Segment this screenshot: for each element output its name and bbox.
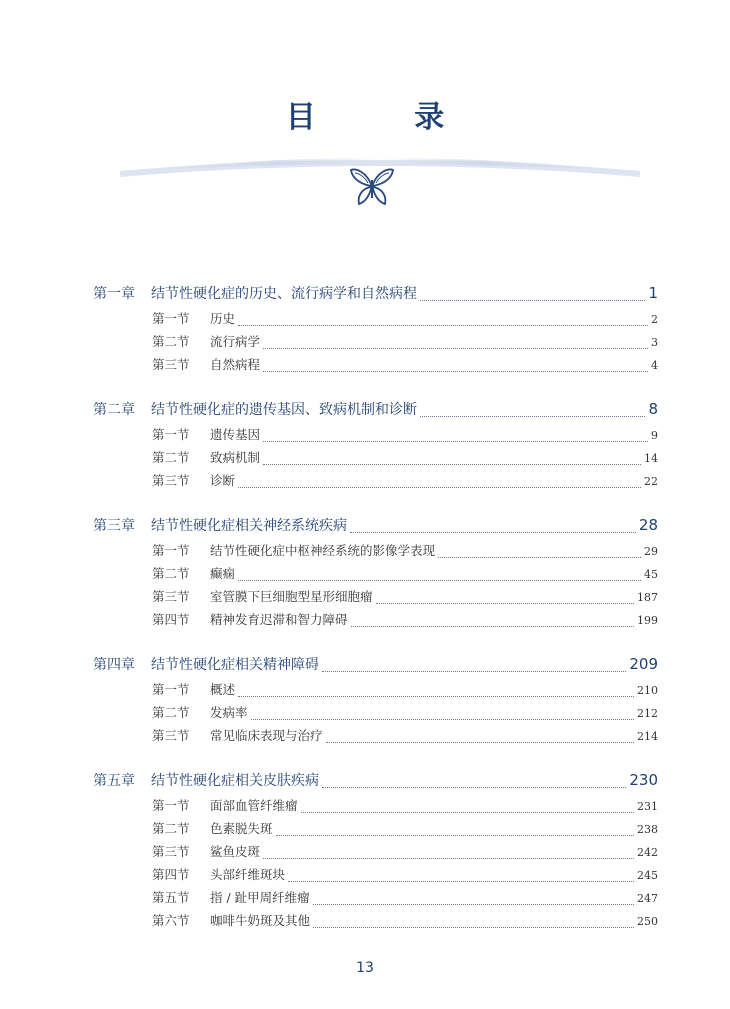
section-page: 199 [637, 614, 658, 627]
dot-leader [238, 324, 648, 326]
section-title: 头部纤维斑块 [210, 867, 286, 882]
section-title: 遗传基因 [210, 427, 261, 442]
section-title: 致病机制 [210, 450, 261, 465]
dot-leader [238, 486, 641, 488]
section-title: 结节性硬化症中枢神经系统的影像学表现 [210, 543, 436, 558]
chapter-2 [93, 399, 658, 494]
section-page: 22 [644, 475, 658, 488]
section-entry[interactable] [93, 610, 658, 633]
section-label: 第二节 [152, 821, 190, 836]
section-entry[interactable] [93, 332, 658, 355]
section-title: 常见临床表现与治疗 [210, 728, 323, 743]
section-title: 咖啡牛奶斑及其他 [210, 913, 311, 928]
section-title: 历史 [210, 311, 236, 326]
page-number: 13 [356, 960, 374, 976]
chapter-5 [93, 770, 658, 934]
section-page: 187 [637, 591, 658, 604]
section-label: 第一节 [152, 311, 190, 326]
section-page: 4 [651, 359, 658, 372]
section-page: 245 [637, 869, 658, 882]
chapter-title: 结节性硬化症相关神经系统疾病 [151, 518, 347, 534]
section-title: 概述 [210, 682, 236, 697]
section-entry[interactable] [93, 726, 658, 749]
section-page: 247 [637, 892, 658, 905]
section-entry[interactable] [93, 819, 658, 842]
section-page: 14 [644, 452, 658, 465]
section-entry[interactable] [93, 471, 658, 494]
section-entry[interactable] [93, 564, 658, 587]
dot-leader [351, 625, 634, 627]
section-page: 242 [637, 846, 658, 859]
dot-leader [322, 786, 626, 788]
dot-leader [263, 463, 641, 465]
chapter-entry[interactable] [93, 283, 658, 309]
chapter-title: 结节性硬化症的遗传基因、致病机制和诊断 [151, 402, 417, 418]
section-entry[interactable] [93, 796, 658, 819]
chapter-page: 8 [648, 400, 658, 418]
chapter-label: 第三章 [93, 518, 135, 534]
section-label: 第四节 [152, 867, 190, 882]
section-entry[interactable] [93, 309, 658, 332]
chapter-page: 230 [629, 771, 658, 789]
chapter-4 [93, 654, 658, 749]
section-label: 第三节 [152, 844, 190, 859]
section-label: 第一节 [152, 798, 190, 813]
dot-leader [438, 556, 641, 558]
section-label: 第二节 [152, 450, 190, 465]
dot-leader [376, 602, 634, 604]
chapter-entry[interactable] [93, 770, 658, 796]
dot-leader [322, 670, 626, 672]
section-page: 250 [637, 915, 658, 928]
dot-leader [263, 370, 648, 372]
table-of-contents [93, 283, 658, 955]
section-title: 室管膜下巨细胞型星形细胞瘤 [210, 589, 373, 604]
section-label: 第二节 [152, 705, 190, 720]
chapter-3 [93, 515, 658, 633]
section-title: 面部血管纤维瘤 [210, 798, 298, 813]
chapter-page: 28 [638, 516, 658, 534]
dot-leader [301, 811, 634, 813]
section-entry[interactable] [93, 680, 658, 703]
chapter-label: 第一章 [93, 286, 135, 302]
section-entry[interactable] [93, 448, 658, 471]
section-label: 第二节 [152, 334, 190, 349]
section-entry[interactable] [93, 865, 658, 888]
section-title: 自然病程 [210, 357, 261, 372]
section-label: 第一节 [152, 682, 190, 697]
section-label: 第四节 [152, 612, 190, 627]
dot-leader [420, 415, 645, 417]
section-page: 238 [637, 823, 658, 836]
dot-leader [326, 741, 634, 743]
section-label: 第三节 [152, 728, 190, 743]
section-page: 45 [644, 568, 658, 581]
section-page: 2 [651, 313, 658, 326]
dot-leader [238, 695, 634, 697]
section-label: 第一节 [152, 427, 190, 442]
section-page: 3 [651, 336, 658, 349]
section-entry[interactable] [93, 842, 658, 865]
section-label: 第一节 [152, 543, 190, 558]
section-title: 色素脱失斑 [210, 821, 273, 836]
dot-leader [313, 903, 634, 905]
butterfly-icon [348, 166, 396, 208]
section-page: 212 [637, 707, 658, 720]
dot-leader [288, 880, 634, 882]
section-entry[interactable] [93, 541, 658, 564]
chapter-page: 209 [629, 655, 658, 673]
section-page: 210 [637, 684, 658, 697]
dot-leader [350, 531, 636, 533]
chapter-title: 结节性硬化症的历史、流行病学和自然病程 [151, 286, 417, 302]
section-page: 231 [637, 800, 658, 813]
dot-leader [313, 926, 634, 928]
section-label: 第二节 [152, 566, 190, 581]
chapter-page: 1 [648, 284, 658, 302]
section-title: 发病率 [210, 705, 248, 720]
section-title: 诊断 [210, 473, 236, 488]
section-entry[interactable] [93, 911, 658, 934]
section-label: 第三节 [152, 589, 190, 604]
section-page: 29 [644, 545, 658, 558]
chapter-title: 结节性硬化症相关皮肤疾病 [151, 773, 319, 789]
page-title: 目 录 [285, 100, 489, 135]
section-page: 214 [637, 730, 658, 743]
section-label: 第五节 [152, 890, 190, 905]
section-label: 第六节 [152, 913, 190, 928]
section-page: 9 [651, 429, 658, 442]
chapter-entry[interactable] [93, 399, 658, 425]
section-title: 流行病学 [210, 334, 261, 349]
section-entry[interactable] [93, 425, 658, 448]
dot-leader [263, 347, 648, 349]
chapter-entry[interactable] [93, 515, 658, 541]
section-entry[interactable] [93, 587, 658, 610]
dot-leader [420, 299, 645, 301]
dot-leader [251, 718, 634, 720]
section-entry[interactable] [93, 355, 658, 378]
chapter-label: 第五章 [93, 773, 135, 789]
section-entry[interactable] [93, 703, 658, 726]
section-label: 第三节 [152, 473, 190, 488]
section-title: 癫痫 [210, 566, 236, 581]
chapter-1 [93, 283, 658, 378]
chapter-label: 第二章 [93, 402, 135, 418]
dot-leader [263, 440, 648, 442]
section-entry[interactable] [93, 888, 658, 911]
section-title: 精神发育迟滞和智力障碍 [210, 612, 348, 627]
chapter-title: 结节性硬化症相关精神障碍 [151, 657, 319, 673]
section-label: 第三节 [152, 357, 190, 372]
dot-leader [263, 857, 634, 859]
section-title: 指 / 趾甲周纤维瘤 [210, 890, 310, 905]
chapter-label: 第四章 [93, 657, 135, 673]
dot-leader [238, 579, 641, 581]
chapter-entry[interactable] [93, 654, 658, 680]
dot-leader [276, 834, 634, 836]
section-title: 鲨鱼皮斑 [210, 844, 261, 859]
